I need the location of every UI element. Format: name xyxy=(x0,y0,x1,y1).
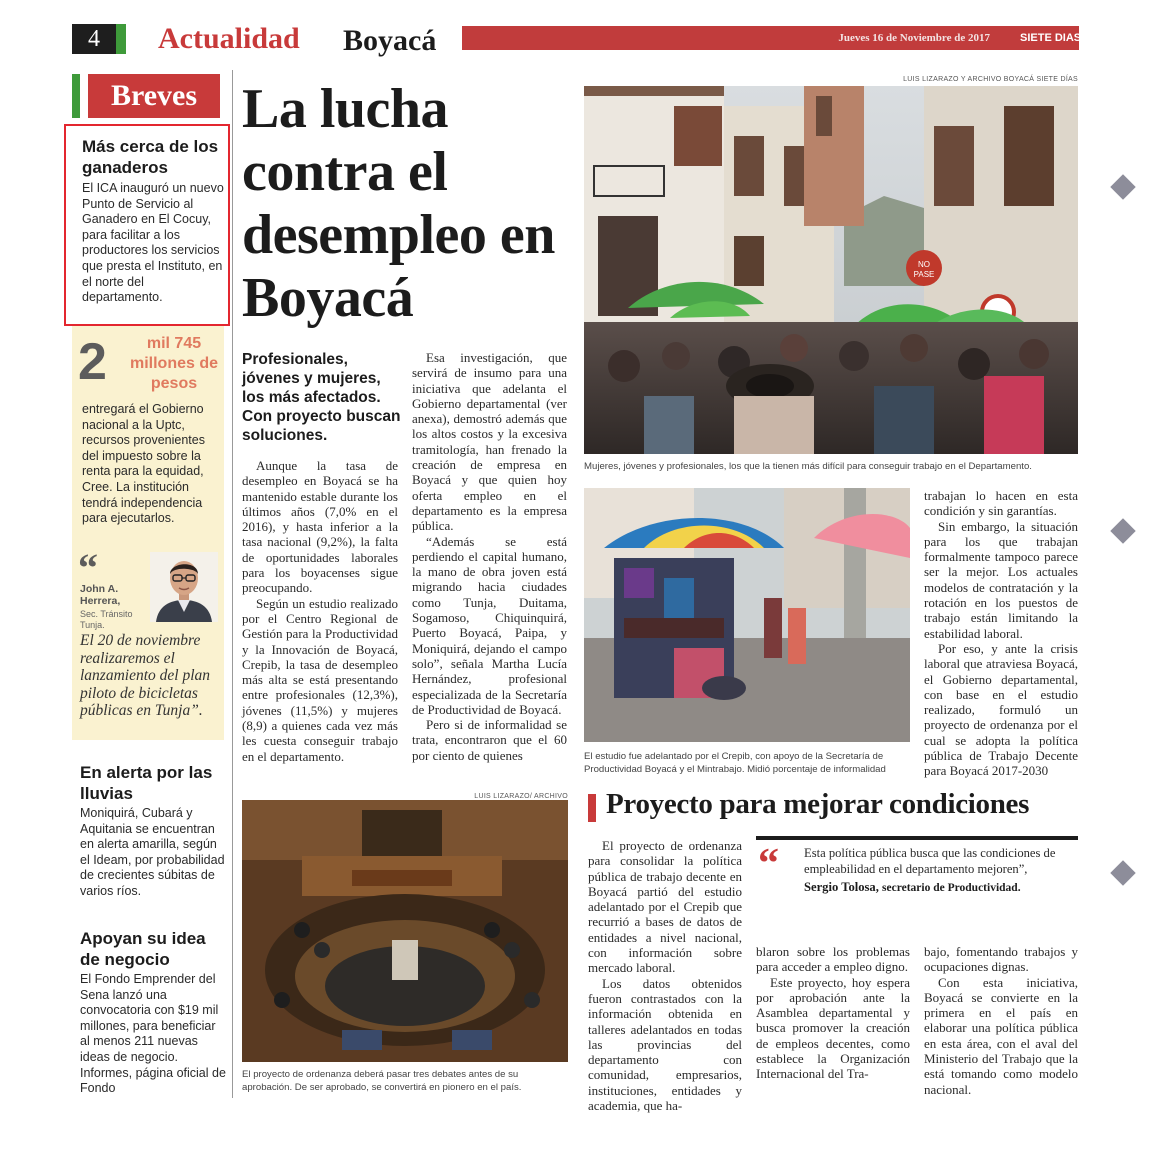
brief-text: Moniquirá, Cubará y Aquitania se encuentran en alerta amarilla, según el Ideam, por probabilidad de crecientes súbitas de varios ríos. xyxy=(80,806,225,898)
quote-text: El 20 de noviembre realizaremos el lanzamiento del plan piloto de bicicletas públicas en Tunja”. xyxy=(80,632,211,719)
paragraph: blaron sobre los problemas para acceder a empleo digno. xyxy=(756,944,910,975)
paragraph: Con esta iniciativa, Boyacá se convierte en la primera en el país en elaborar una política pública en esta área, con el aval del Ministerio del Trabajo que la está tomando como modelo nacional. xyxy=(924,974,1078,1097)
paragraph: trabajan lo hacen en esta condición y sin garantías. xyxy=(924,488,1078,519)
page-number: 4 xyxy=(72,24,116,54)
quote-mark-icon: “ xyxy=(758,841,779,887)
paragraph: Este proyecto, hoy espera por aprobación ante la Asamblea departamental y busca promover la creación de empleos decentes, como establece la Organización Internacional del Tra- xyxy=(756,974,910,1082)
paragraph: Los datos obtenidos fueron contrastados con la información obtenida en talleres adelantados en todas las provincias del departamento con comunidad, empresarios, instituciones, entidades y academia, que ha- xyxy=(588,975,742,1114)
margin-diamond-icon xyxy=(1110,860,1135,885)
headline: La lucha contra el desempleo en Boyacá xyxy=(242,78,555,329)
subheadline: Profesionales, jóvenes y mujeres, los más afectados. Con proyecto buscan soluciones. xyxy=(242,351,401,444)
street-crowd-photo xyxy=(584,86,1078,454)
brief-title: Más cerca de los ganaderos xyxy=(82,137,219,177)
section-region: Boyacá xyxy=(343,24,437,57)
pull-quote-rule xyxy=(756,836,1078,840)
author-name: Sergio Tolosa, xyxy=(804,880,879,894)
author-role: secretario de Productividad. xyxy=(882,882,1021,894)
article-column-3 xyxy=(924,488,1078,779)
photo-caption: Mujeres, jóvenes y profesionales, los que la tienen más difícil para conseguir trabajo en el Departamento. xyxy=(584,461,1032,472)
paragraph: Según un estudio realizado por el Centro Regional de Gestión para la Productividad y la Innovación de Boyacá, Crepib, la tasa de desempleo más alta se está presentando entre profesionales (12,3%), jóvenes (11,5%) y mujeres (8,9) a quienes cada vez más les cuesta conseguir trabajo en el departamento. xyxy=(242,595,398,764)
proyecto-column-2 xyxy=(756,944,910,1082)
paragraph: bajo, fomentando trabajos y ocupaciones dignas. xyxy=(924,944,1078,975)
newspaper-name: SIETE DIAS xyxy=(1020,32,1082,44)
market-stall-photo xyxy=(584,488,910,742)
section-headline: Proyecto para mejorar condiciones xyxy=(606,788,1030,820)
article-column-1 xyxy=(242,458,398,764)
brief-text: El Fondo Emprender del Sena lanzó una convocatoria con $19 mil millones, para beneficiar al menos 211 nuevas ideas de negocio. Informes, página oficial de Fondo xyxy=(80,972,226,1096)
assembly-hall-photo xyxy=(242,800,568,1062)
amount-label: mil 745 millones de pesos xyxy=(129,335,219,392)
photo-credit: LUIS LIZARAZO/ ARCHIVO xyxy=(474,793,568,800)
proyecto-column-1 xyxy=(588,838,742,1113)
paragraph: Pero si de informalidad se trata, encontraron que el 60 por ciento de quienes xyxy=(412,717,567,763)
article-column-2 xyxy=(412,350,567,763)
breves-accent-bar xyxy=(72,74,80,118)
margin-diamond-icon xyxy=(1110,174,1135,199)
paragraph: Esa investigación, que servirá de insumo para una iniciativa que adelanta el Gobierno departamental (ver anexa), demostró además que los altos costos y la excesiva tramitología, han frenado la creación de empresa en Boyacá y que quien hoy oferta empleo en el departamento es la empresa pública. xyxy=(412,350,567,534)
section-title: Actualidad xyxy=(158,22,300,55)
pull-quote-author xyxy=(804,880,1078,897)
paragraph: Aunque la tasa de desempleo en Boyacá se ha mantenido estable durante los últimos años (7,0% en el 2016), y hasta inferior a la tasa nacional (9,2%), la falta de oportunidades laborales para los boyacenses sigue preocupando. xyxy=(242,458,398,596)
margin-diamond-icon xyxy=(1110,518,1135,543)
pull-quote-text: Esta política pública busca que las condiciones de empleabilidad en el departamento mejoren”, xyxy=(804,846,1056,876)
paragraph: Sin embargo, la situación para los que trabajan formalmente tampoco parece ser la mejor. Los actuales modelos de contratación y la rotación en los puestos de trabajo están limitando la estabilidad laboral. xyxy=(924,518,1078,641)
quote-author-role: Sec. Tránsito Tunja. xyxy=(80,609,133,630)
big-number: 2 xyxy=(78,333,107,391)
column-divider xyxy=(232,70,233,1098)
brief-title: En alerta por las lluvias xyxy=(80,763,213,803)
author-portrait xyxy=(150,552,218,622)
photo-credit: LUIS LIZARAZO Y ARCHIVO BOYACÁ SIETE DÍAS xyxy=(903,76,1078,83)
brief-text: entregará el Gobierno nacional a la Uptc, recursos provenientes del impuesto sobre la renta para la equidad, Cree. La institución tendrá independencia para ejecutarlos. xyxy=(82,402,205,526)
breves-label: Breves xyxy=(88,74,220,118)
photo-caption: El estudio fue adelantado por el Crepib, con apoyo de la Secretaría de Productividad Boyacá y el Mintrabajo. Midió porcentaje de informalidad xyxy=(584,751,886,775)
road-sign-text: NO xyxy=(918,260,930,269)
header-accent-bar xyxy=(116,24,126,54)
issue-date: Jueves 16 de Noviembre de 2017 xyxy=(838,32,990,44)
proyecto-column-3 xyxy=(924,944,1078,1097)
paragraph: El proyecto de ordenanza para consolidar la política pública de trabajo decente en Boyacá partió del estudio adelantado por el Crepib que recurrió a bases de datos de entidades a nivel nacional, con información sobre mercado laboral. xyxy=(588,838,742,976)
brief-title: Apoyan su idea de negocio xyxy=(80,929,206,969)
highlight-box xyxy=(64,124,230,326)
paragraph: “Además se está perdiendo el capital humano, la mano de obra joven está migrando hacia ciudades como Tunja, Duitama, Sogamoso, Chiquinquirá, Puerto Boyacá, Paipa, y Moniquirá, dejando el campo solo”, señala Martha Lucía Hernández, profesional especializada de la Secretaría de Productividad de Boyacá. xyxy=(412,533,567,717)
road-sign-text: PASE xyxy=(913,270,935,279)
brief-text: El ICA inauguró un nuevo Punto de Servicio al Ganadero en El Cocuy, para facilitar a los productores los servicios que presta el Instituto, en el norte del departamento. xyxy=(82,181,224,305)
quote-mark-icon: “ xyxy=(78,545,98,590)
paragraph: Por eso, y ante la crisis laboral que atraviesa Boyacá, el Gobierno departamental, con base en el estudio realizado, formuló un proyecto de ordenanza por el cual se adopta la política pública de Trabajo Decente para Boyacá 2017-2030 xyxy=(924,640,1078,779)
photo-caption: El proyecto de ordenanza deberá pasar tres debates antes de su aprobación. De ser aprobado, se convertirá en pionero en el país. xyxy=(242,1069,522,1093)
quote-author: John A. Herrera, xyxy=(80,583,121,607)
section-accent-bar xyxy=(588,794,596,822)
